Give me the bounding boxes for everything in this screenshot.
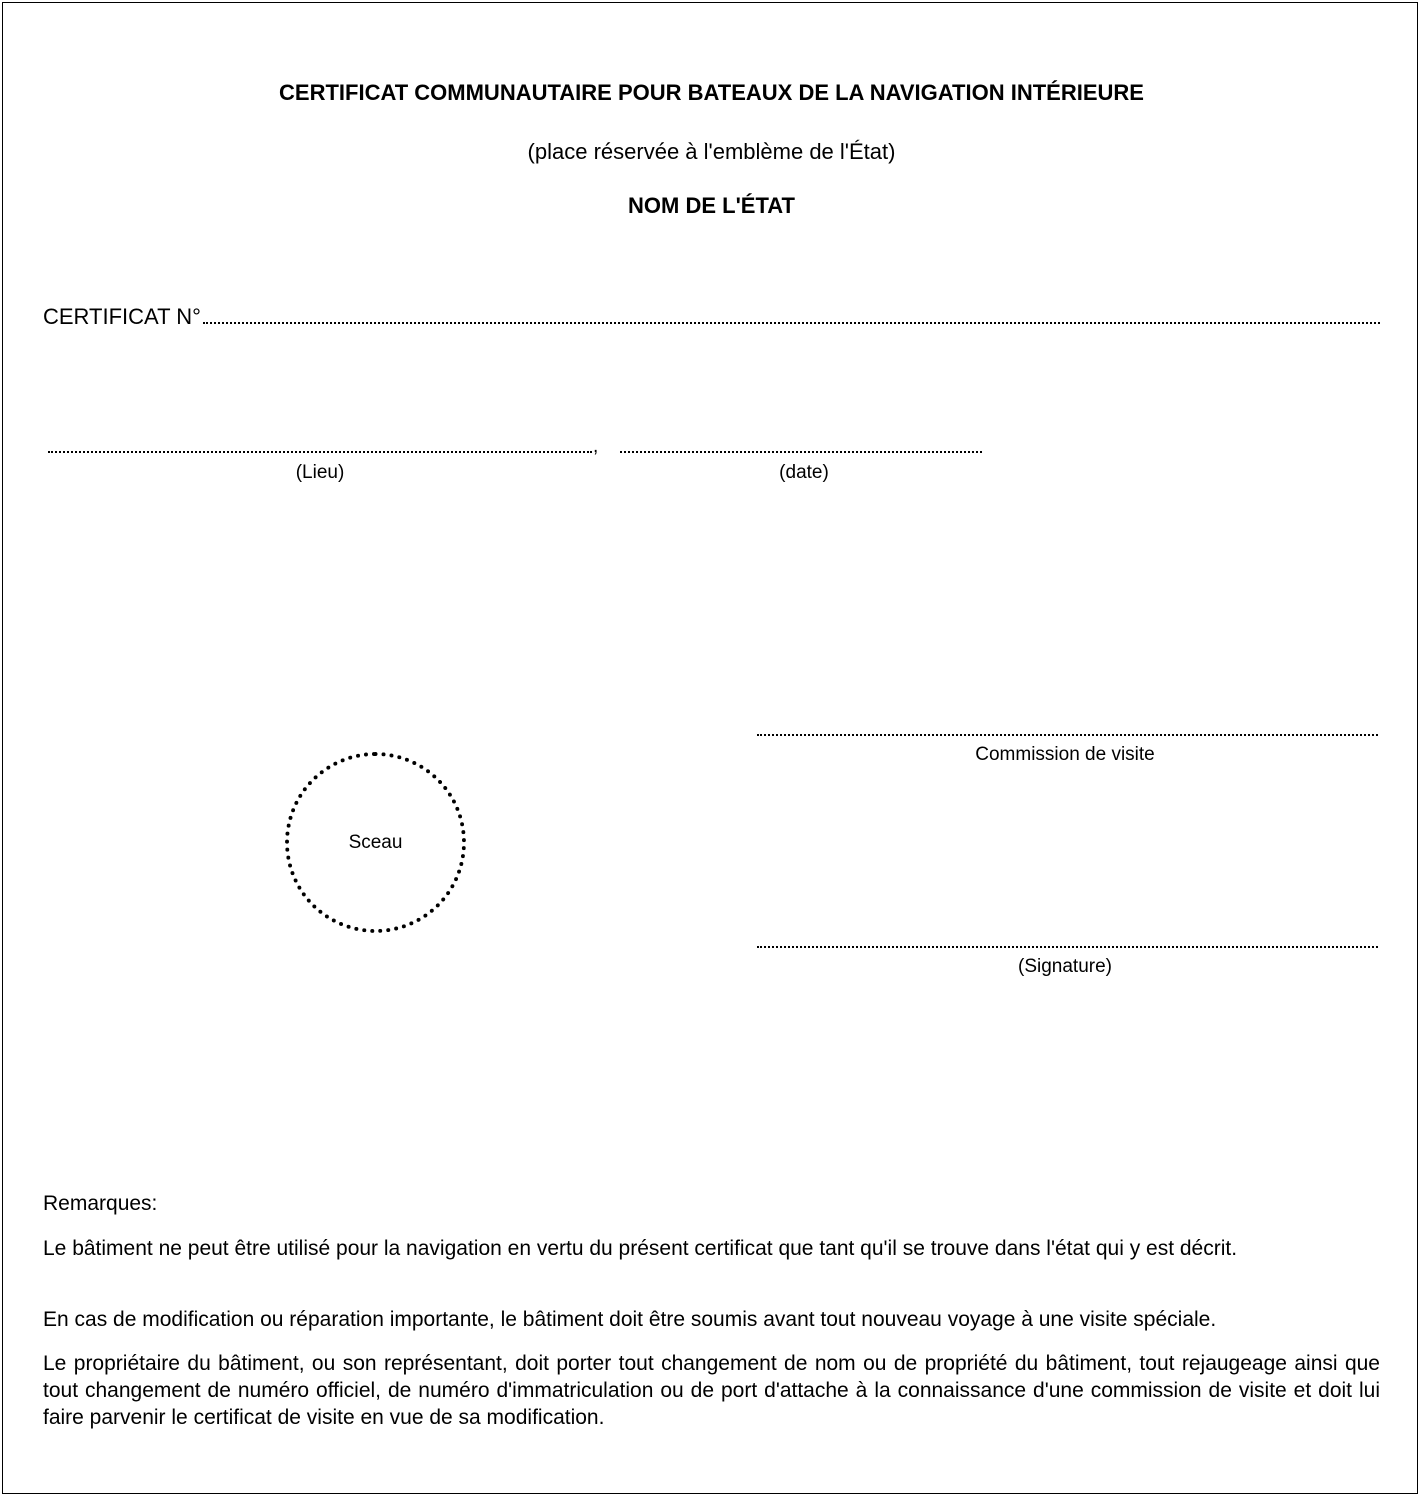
remark-paragraph-1: Le bâtiment ne peut être utilisé pour la navigation en vertu du présent certificat que tant qu'il se trouve dans l'état qui y est décrit. xyxy=(43,1237,1238,1260)
document-title: CERTIFICAT COMMUNAUTAIRE POUR BATEAUX DE LA NAVIGATION INTÉRIEURE xyxy=(279,80,1144,105)
place-date-separator: , xyxy=(593,436,599,457)
remark-paragraph-3: Le propriétaire du bâtiment, ou son représentant, doit porter tout changement de nom ou de propriété du bâtiment, tout rejaugeage ainsi que tout changement de numéro officiel, de numéro d'immatriculation ou de port d'attache à la connaissance d'une commission de visite et doit lui faire parvenir le certificat de visite en vue de sa modification. xyxy=(43,1352,1380,1429)
certificate-number-row xyxy=(43,304,1380,330)
place-field[interactable] xyxy=(48,451,592,453)
date-label: (date) xyxy=(779,462,829,483)
seal-label: Sceau xyxy=(348,831,403,853)
state-name: NOM DE L'ÉTAT xyxy=(628,193,795,218)
emblem-placeholder-note: (place réservée à l'emblème de l'État) xyxy=(527,139,896,164)
remark-paragraph-2: En cas de modification ou réparation importante, le bâtiment doit être soumis avant tout nouveau voyage à une visite spéciale. xyxy=(43,1308,1217,1331)
remarks-heading: Remarques: xyxy=(43,1192,158,1215)
signature-field[interactable] xyxy=(757,946,1378,948)
signature-label: (Signature) xyxy=(1018,956,1112,977)
commission-field[interactable] xyxy=(757,734,1378,736)
commission-label: Commission de visite xyxy=(975,744,1155,765)
certificate-number-label: CERTIFICAT N° xyxy=(43,304,201,329)
place-label: (Lieu) xyxy=(295,462,345,483)
date-field[interactable] xyxy=(620,451,982,453)
certificate-number-field[interactable] xyxy=(203,304,1380,324)
seal-circle xyxy=(285,752,466,933)
